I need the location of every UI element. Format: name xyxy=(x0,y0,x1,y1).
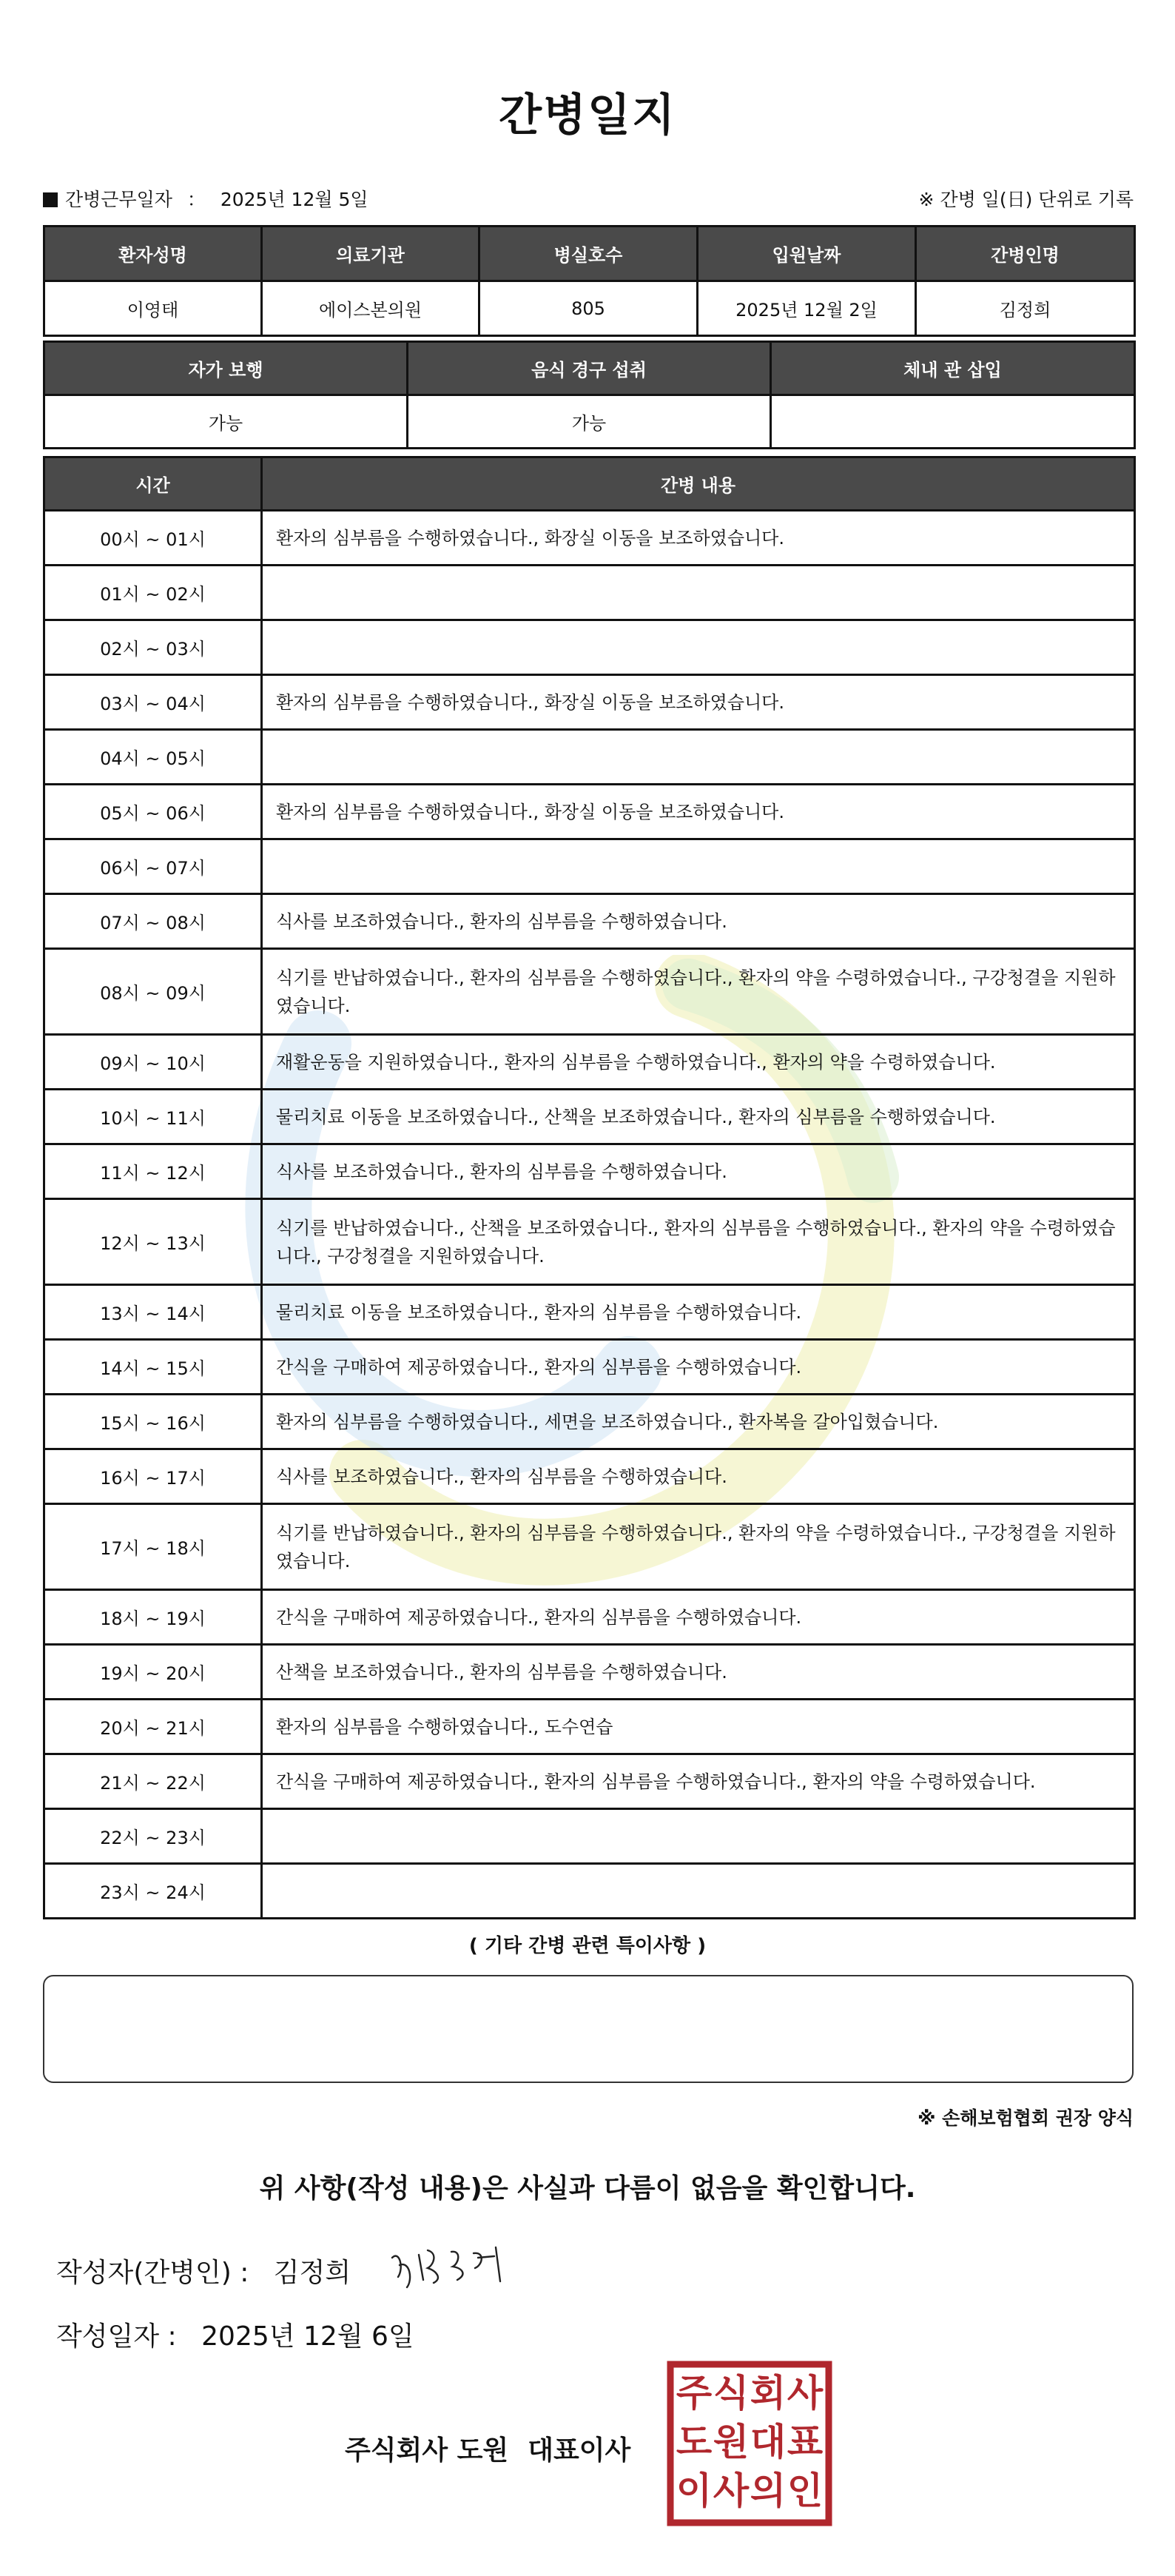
header-walking: 자가 보행 xyxy=(44,342,408,395)
log-content: 환자의 심부름을 수행하였습니다., 화장실 이동을 보조하였습니다. xyxy=(262,675,1135,730)
log-time: 03시 ~ 04시 xyxy=(44,675,262,730)
log-time: 04시 ~ 05시 xyxy=(44,730,262,785)
log-row xyxy=(44,620,1135,675)
log-content: 식사를 보조하였습니다., 환자의 심부름을 수행하였습니다. xyxy=(262,1144,1135,1199)
log-content: 환자의 심부름을 수행하였습니다., 화장실 이동을 보조하였습니다. xyxy=(262,785,1135,839)
page-title: 간병일지 xyxy=(499,90,676,141)
header-admission-date: 입원날짜 xyxy=(698,227,916,281)
log-row xyxy=(44,1645,1135,1700)
log-time: 13시 ~ 14시 xyxy=(44,1285,262,1340)
seal-character: 도 xyxy=(676,2421,713,2463)
log-time: 20시 ~ 21시 xyxy=(44,1700,262,1754)
log-time: 02시 ~ 03시 xyxy=(44,620,262,675)
confirmation-statement: 위 사항(작성 내용)은 사실과 다름이 없음을 확인합니다. xyxy=(259,2173,916,2204)
log-row xyxy=(44,1449,1135,1504)
log-time: 11시 ~ 12시 xyxy=(44,1144,262,1199)
work-date xyxy=(43,185,368,212)
header-hospital: 의료기관 xyxy=(262,227,479,281)
hospital-name: 에이스본의원 xyxy=(262,281,479,336)
log-row xyxy=(44,511,1135,566)
log-time: 14시 ~ 15시 xyxy=(44,1340,262,1395)
header-room: 병실호수 xyxy=(479,227,698,281)
log-time: 19시 ~ 20시 xyxy=(44,1645,262,1700)
log-time: 12시 ~ 13시 xyxy=(44,1199,262,1285)
log-content: 환자의 심부름을 수행하였습니다., 화장실 이동을 보조하였습니다. xyxy=(262,511,1135,566)
patient-name: 이영태 xyxy=(44,281,262,336)
written-date-row xyxy=(56,2315,414,2353)
log-content: 간식을 구매하여 제공하였습니다., 환자의 심부름을 수행하였습니다., 환자의 약을 수령하였습니다. xyxy=(262,1754,1135,1809)
log-content: 환자의 심부름을 수행하였습니다., 도수연습 xyxy=(262,1700,1135,1754)
seal-character: 표 xyxy=(787,2421,824,2463)
log-time: 17시 ~ 18시 xyxy=(44,1504,262,1590)
log-row xyxy=(44,839,1135,894)
company-seal-stamp xyxy=(666,2360,833,2527)
seal-character: 이 xyxy=(676,2469,713,2512)
log-content xyxy=(262,839,1135,894)
log-time: 06시 ~ 07시 xyxy=(44,839,262,894)
log-row xyxy=(44,675,1135,730)
log-row xyxy=(44,1144,1135,1199)
log-content: 물리치료 이동을 보조하였습니다., 산책을 보조하였습니다., 환자의 심부름을 수행하였습니다. xyxy=(262,1090,1135,1144)
log-time: 05시 ~ 06시 xyxy=(44,785,262,839)
log-time: 22시 ~ 23시 xyxy=(44,1809,262,1864)
handwritten-signature xyxy=(385,2235,533,2295)
log-time: 01시 ~ 02시 xyxy=(44,566,262,620)
log-content xyxy=(262,730,1135,785)
log-row xyxy=(44,785,1135,839)
seal-character: 식 xyxy=(713,2372,750,2415)
patient-info-table xyxy=(43,225,1136,337)
company-name: 주식회사 도원 xyxy=(345,2435,509,2466)
header-care-content: 간병 내용 xyxy=(262,457,1135,511)
author-row xyxy=(56,2252,351,2290)
log-time: 18시 ~ 19시 xyxy=(44,1590,262,1645)
log-rows xyxy=(44,511,1135,1919)
log-time: 00시 ~ 01시 xyxy=(44,511,262,566)
log-row xyxy=(44,949,1135,1035)
log-content: 환자의 심부름을 수행하였습니다., 세면을 보조하였습니다., 환자복을 갈아입혔습니다. xyxy=(262,1395,1135,1449)
log-content: 식사를 보조하였습니다., 환자의 심부름을 수행하였습니다. xyxy=(262,1449,1135,1504)
work-date-label: 간병근무일자 xyxy=(65,189,172,210)
header-patient-name: 환자성명 xyxy=(44,227,262,281)
log-time: 21시 ~ 22시 xyxy=(44,1754,262,1809)
log-content: 재활운동을 지원하였습니다., 환자의 심부름을 수행하였습니다., 환자의 약을 수령하였습니다. xyxy=(262,1035,1135,1090)
square-bullet-icon xyxy=(43,192,58,207)
company-title: 대표이사 xyxy=(528,2435,631,2466)
room-number: 805 xyxy=(479,281,698,336)
log-row xyxy=(44,1395,1135,1449)
log-content: 식기를 반납하였습니다., 환자의 심부름을 수행하였습니다., 환자의 약을 수령하였습니다., 구강청결을 지원하였습니다. xyxy=(262,949,1135,1035)
log-content: 산책을 보조하였습니다., 환자의 심부름을 수행하였습니다. xyxy=(262,1645,1135,1700)
author-name: 김정희 xyxy=(273,2258,351,2288)
log-content xyxy=(262,1809,1135,1864)
meta-row xyxy=(43,185,1134,215)
log-time: 15시 ~ 16시 xyxy=(44,1395,262,1449)
log-row xyxy=(44,1864,1135,1919)
work-date-separator: ： xyxy=(186,189,206,210)
log-row xyxy=(44,1199,1135,1285)
log-row xyxy=(44,1809,1135,1864)
log-time: 10시 ~ 11시 xyxy=(44,1090,262,1144)
log-row xyxy=(44,1035,1135,1090)
seal-character: 대 xyxy=(750,2421,787,2463)
walking-status: 가능 xyxy=(44,395,408,449)
log-content: 물리치료 이동을 보조하였습니다., 환자의 심부름을 수행하였습니다. xyxy=(262,1285,1135,1340)
seal-character: 주 xyxy=(676,2372,713,2415)
log-time: 07시 ~ 08시 xyxy=(44,894,262,949)
log-content xyxy=(262,1864,1135,1919)
notes-heading: ( 기타 간병 관련 특이사항 ) xyxy=(468,1935,707,1957)
log-row xyxy=(44,1285,1135,1340)
tube-insertion-status xyxy=(771,395,1135,449)
company-signature xyxy=(345,2429,630,2467)
log-time: 16시 ~ 17시 xyxy=(44,1449,262,1504)
log-content: 식사를 보조하였습니다., 환자의 심부름을 수행하였습니다. xyxy=(262,894,1135,949)
work-date-value: 2025년 12월 5일 xyxy=(220,189,368,210)
admission-date: 2025년 12월 2일 xyxy=(698,281,916,336)
log-row xyxy=(44,1754,1135,1809)
log-content xyxy=(262,620,1135,675)
log-content: 간식을 구매하여 제공하였습니다., 환자의 심부름을 수행하였습니다. xyxy=(262,1590,1135,1645)
seal-character: 인 xyxy=(787,2469,824,2512)
log-content: 간식을 구매하여 제공하였습니다., 환자의 심부름을 수행하였습니다. xyxy=(262,1340,1135,1395)
hourly-log-table xyxy=(43,456,1136,1919)
oral-intake-status: 가능 xyxy=(408,395,771,449)
written-date-value: 2025년 12월 6일 xyxy=(201,2321,414,2352)
header-time: 시간 xyxy=(44,457,262,511)
log-row xyxy=(44,1340,1135,1395)
log-row xyxy=(44,894,1135,949)
author-label: 작성자(간병인) : xyxy=(56,2258,249,2288)
log-row xyxy=(44,1700,1135,1754)
seal-character: 사 xyxy=(787,2372,824,2415)
log-content: 식기를 반납하였습니다., 환자의 심부름을 수행하였습니다., 환자의 약을 수령하였습니다., 구강청결을 지원하였습니다. xyxy=(262,1504,1135,1590)
log-row xyxy=(44,1590,1135,1645)
seal-character: 사 xyxy=(713,2469,750,2512)
caregiver-name: 김정희 xyxy=(916,281,1135,336)
log-content xyxy=(262,566,1135,620)
seal-character: 회 xyxy=(750,2372,787,2415)
log-time: 08시 ~ 09시 xyxy=(44,949,262,1035)
header-tube-insertion: 체내 관 삽입 xyxy=(771,342,1135,395)
header-oral-intake: 음식 경구 섭취 xyxy=(408,342,771,395)
log-row xyxy=(44,1504,1135,1590)
unit-note: ※ 간병 일(日) 단위로 기록 xyxy=(918,189,1134,210)
log-time: 23시 ~ 24시 xyxy=(44,1864,262,1919)
standard-form-note: ※ 손해보험협회 권장 양식 xyxy=(918,2107,1134,2129)
log-row xyxy=(44,1090,1135,1144)
log-row xyxy=(44,730,1135,785)
log-row xyxy=(44,566,1135,620)
log-time: 09시 ~ 10시 xyxy=(44,1035,262,1090)
seal-character: 의 xyxy=(750,2469,787,2512)
log-content: 식기를 반납하였습니다., 산책을 보조하였습니다., 환자의 심부름을 수행하였습니다., 환자의 약을 수령하였습니다., 구강청결을 지원하였습니다. xyxy=(262,1199,1135,1285)
seal-character: 원 xyxy=(713,2421,750,2463)
header-caregiver: 간병인명 xyxy=(916,227,1135,281)
written-date-label: 작성일자 : xyxy=(56,2321,177,2352)
patient-status-table xyxy=(43,341,1136,449)
notes-box xyxy=(43,1975,1134,2083)
